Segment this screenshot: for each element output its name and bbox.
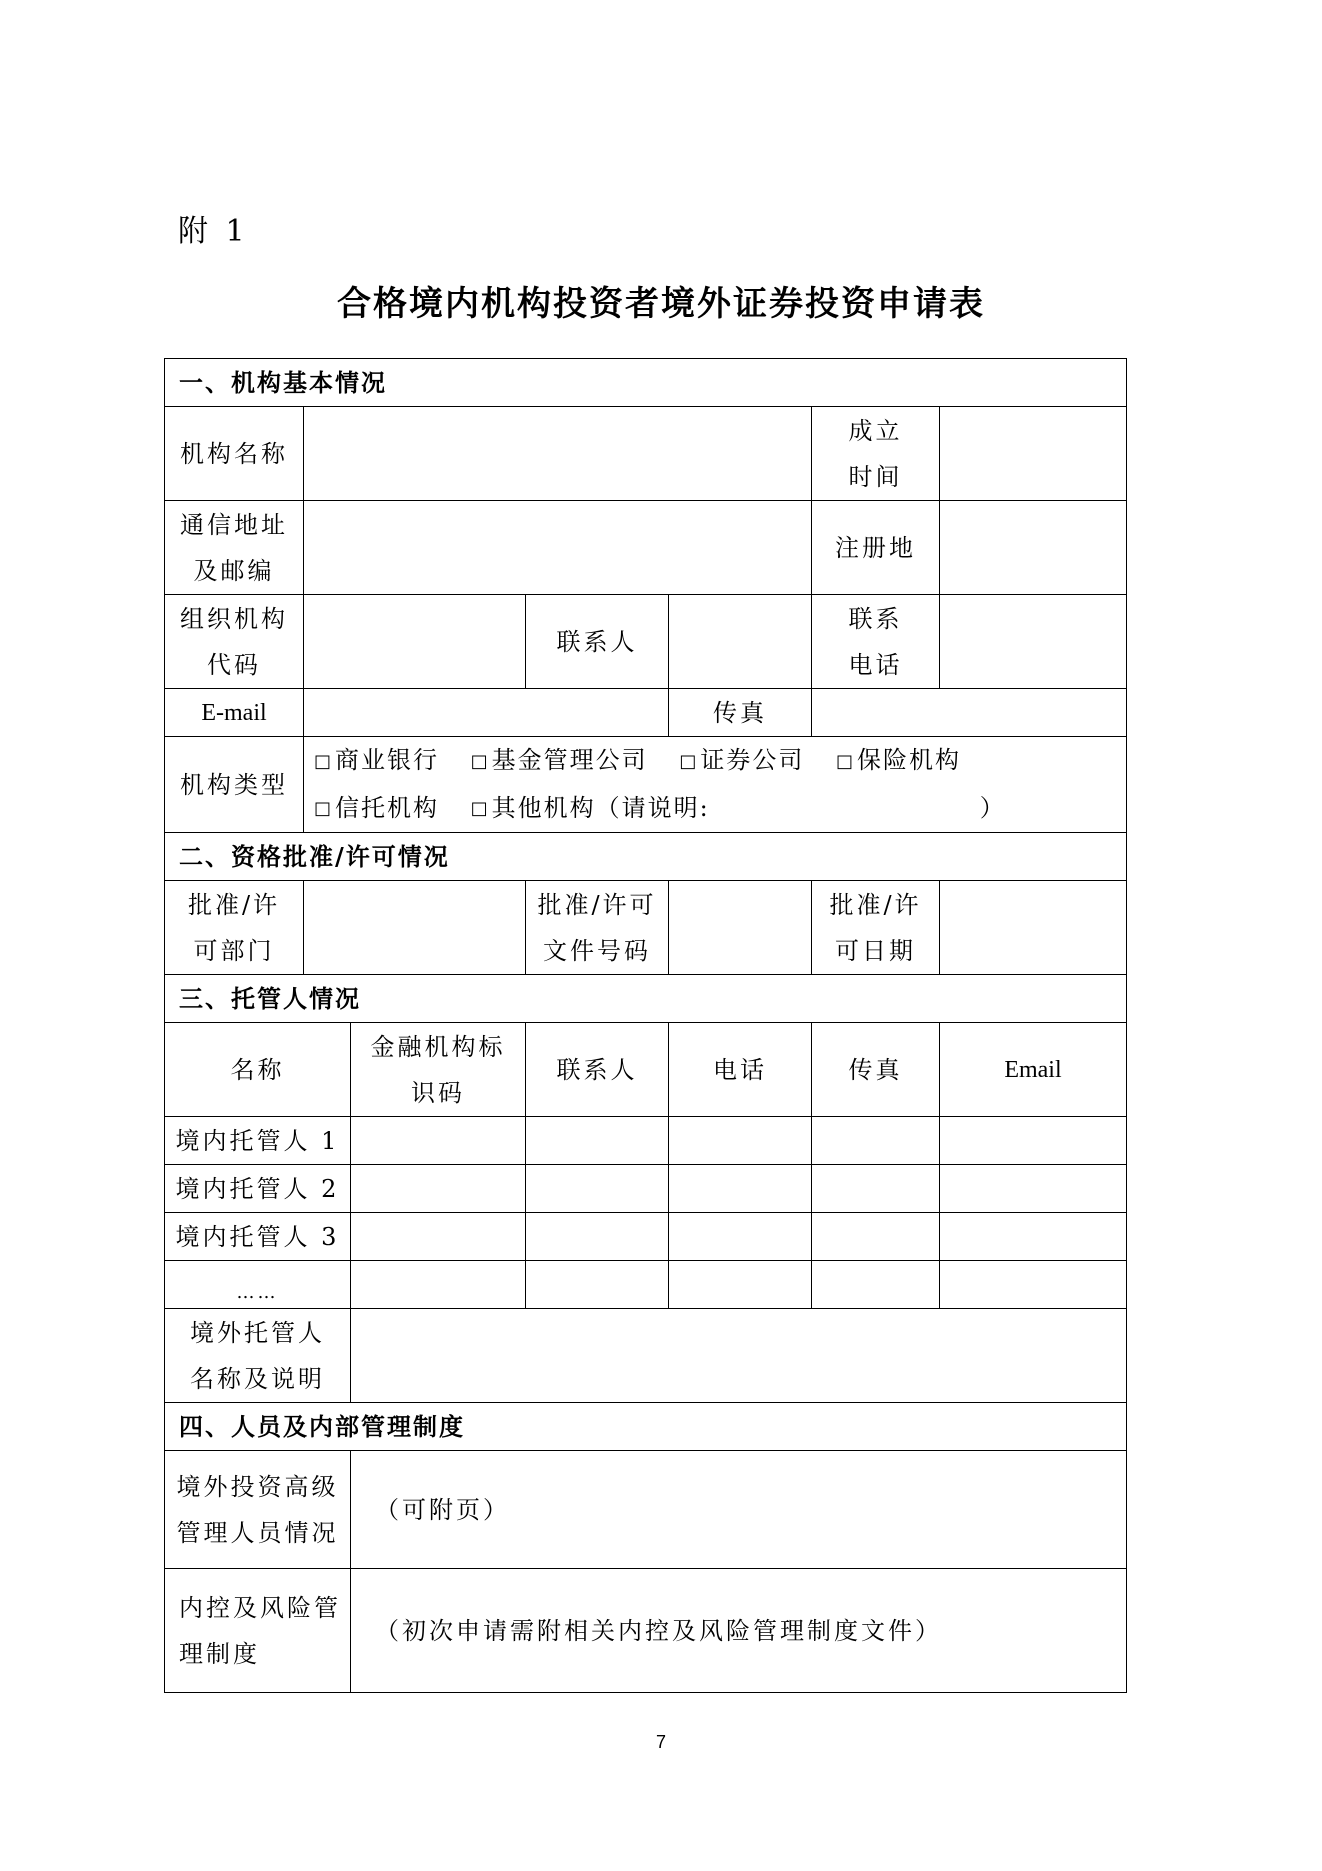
established-field[interactable] [940, 407, 1127, 501]
approval-dept-label: 批准/许 可部门 [165, 881, 304, 975]
risk-control-label: 内控及风险管 理制度 [165, 1569, 351, 1693]
section-2-heading: 二、资格批准/许可情况 [165, 833, 1127, 881]
custodian-cell[interactable] [940, 1213, 1127, 1261]
org-code-field[interactable] [304, 595, 526, 689]
type-option-bank[interactable]: □商业银行 [314, 737, 439, 785]
custodian-row-label: 境内托管人 1 [165, 1117, 351, 1165]
contact-field[interactable] [669, 595, 812, 689]
custodian-header-contact: 联系人 [526, 1023, 669, 1117]
section-3-heading: 三、托管人情况 [165, 975, 1127, 1023]
custodian-row-label: 境内托管人 2 [165, 1165, 351, 1213]
custodian-cell[interactable] [351, 1213, 526, 1261]
approval-date-label: 批准/许 可日期 [812, 881, 940, 975]
form-title: 合格境内机构投资者境外证券投资申请表 [337, 284, 985, 324]
custodian-cell[interactable] [940, 1117, 1127, 1165]
registered-label: 注册地 [812, 501, 940, 595]
contact-label: 联系人 [526, 595, 669, 689]
type-option-fund[interactable]: □基金管理公司 [471, 737, 648, 785]
overseas-custodian-label: 境外托管人 名称及说明 [165, 1309, 351, 1403]
checkbox-icon: □ [470, 750, 490, 772]
fax-field[interactable] [812, 689, 1127, 737]
application-form [164, 358, 1127, 1693]
custodian-header-code: 金融机构标识码 [351, 1023, 526, 1117]
custodian-cell[interactable] [526, 1117, 669, 1165]
type-option-trust[interactable]: □信托机构 [314, 785, 439, 833]
custodian-header-email: Email [940, 1023, 1127, 1117]
approval-doc-label: 批准/许可 文件号码 [526, 881, 669, 975]
checkbox-icon: □ [679, 750, 699, 772]
org-name-label: 机构名称 [165, 407, 304, 501]
custodian-cell[interactable] [940, 1165, 1127, 1213]
type-option-insurance[interactable]: □保险机构 [836, 737, 961, 785]
attachment-label: 附 1 [178, 214, 249, 249]
custodian-cell[interactable] [351, 1117, 526, 1165]
approval-date-field[interactable] [940, 881, 1127, 975]
org-name-field[interactable] [304, 407, 812, 501]
custodian-header-fax: 传真 [812, 1023, 940, 1117]
checkbox-icon: □ [835, 750, 855, 772]
custodian-cell[interactable] [940, 1261, 1127, 1309]
phone-field[interactable] [940, 595, 1127, 689]
fax-label: 传真 [669, 689, 812, 737]
custodian-cell[interactable] [526, 1213, 669, 1261]
checkbox-icon: □ [314, 750, 334, 772]
custodian-header-name: 名称 [165, 1023, 351, 1117]
custodian-cell[interactable] [812, 1261, 940, 1309]
custodian-cell[interactable] [669, 1117, 812, 1165]
risk-control-field[interactable]: （初次申请需附相关内控及风险管理制度文件） [351, 1569, 1127, 1693]
org-code-label: 组织机构 代码 [165, 595, 304, 689]
custodian-cell[interactable] [351, 1261, 526, 1309]
registered-field[interactable] [940, 501, 1127, 595]
custodian-cell[interactable] [812, 1165, 940, 1213]
email-label: E-mail [165, 689, 304, 737]
custodian-row-label: 境内托管人 3 [165, 1213, 351, 1261]
address-label: 通信地址 及邮编 [165, 501, 304, 595]
custodian-cell[interactable] [669, 1213, 812, 1261]
phone-label: 联系 电话 [812, 595, 940, 689]
address-field[interactable] [304, 501, 812, 595]
custodian-cell[interactable] [812, 1213, 940, 1261]
custodian-cell[interactable] [812, 1117, 940, 1165]
checkbox-icon: □ [314, 798, 334, 819]
custodian-cell[interactable] [526, 1165, 669, 1213]
senior-mgmt-field[interactable]: （可附页） [351, 1451, 1127, 1569]
section-1-heading: 一、机构基本情况 [165, 359, 1127, 407]
established-label: 成立 时间 [812, 407, 940, 501]
custodian-cell[interactable] [351, 1165, 526, 1213]
checkbox-icon: □ [470, 798, 490, 819]
page-number: 7 [655, 1732, 666, 1752]
type-option-securities[interactable]: □证券公司 [679, 737, 804, 785]
custodian-row-label: …… [165, 1261, 351, 1309]
custodian-header-phone: 电话 [669, 1023, 812, 1117]
type-option-other[interactable]: □其他机构（请说明: [471, 785, 710, 833]
approval-dept-field[interactable] [304, 881, 526, 975]
approval-doc-field[interactable] [669, 881, 812, 975]
custodian-cell[interactable] [669, 1261, 812, 1309]
section-4-heading: 四、人员及内部管理制度 [165, 1403, 1127, 1451]
org-type-label: 机构类型 [165, 737, 304, 833]
org-type-options: □商业银行 □基金管理公司 □证券公司 □保险机构 □信托机构 □其他机构（请说明: ） [304, 737, 1127, 833]
custodian-cell[interactable] [526, 1261, 669, 1309]
senior-mgmt-label: 境外投资高级 管理人员情况 [165, 1451, 351, 1569]
overseas-custodian-field[interactable] [351, 1309, 1127, 1403]
email-field[interactable] [304, 689, 669, 737]
custodian-cell[interactable] [669, 1165, 812, 1213]
